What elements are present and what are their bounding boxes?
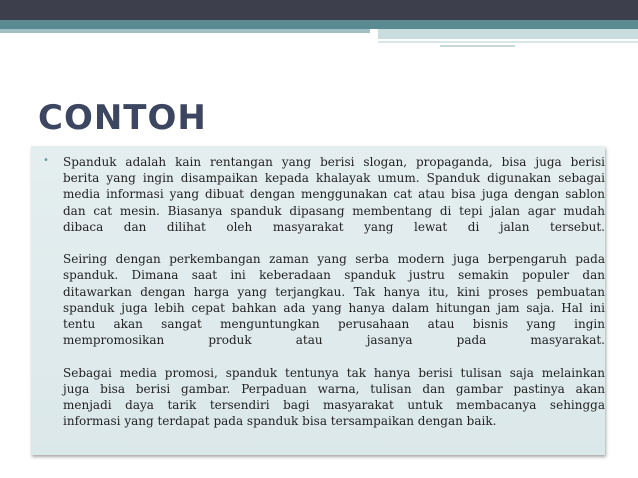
paragraph-2 [63, 251, 605, 348]
content-box [31, 146, 605, 455]
header-stripe-short [440, 45, 515, 47]
header-band-teal [0, 20, 638, 29]
header-band-light-left [0, 29, 370, 33]
text-line: ditawarkan dengan harga yang terjangkau. Tak hanya itu, kini proses pembuatan [63, 284, 605, 299]
text-line: Sebagai media promosi, spanduk tentunya tak hanya berisi tulisan saja melainkan [63, 365, 605, 380]
header-band-dark [0, 0, 638, 20]
text-line: dibaca dan dilihat oleh masyarakat yang lewat di jalan tersebut. [63, 219, 605, 234]
text-line: Seiring dengan perkembangan zaman yang serba modern juga berpengaruh pada [63, 252, 605, 267]
text-line: berita yang ingin disampaikan kepada khalayak umum. Spanduk digunakan sebagai [63, 171, 605, 186]
paragraph-1 [63, 154, 605, 235]
header-stripe [378, 41, 638, 43]
text-line: spanduk juga lebih cepat bahkan ada yang hanya dalam hitungan jam saja. Hal ini [63, 300, 605, 315]
text-line: media informasi yang dibuat dengan menggunakan cat atau bisa juga dengan sablon [63, 187, 605, 202]
text-line: dan cat mesin. Biasanya spanduk dipasang membentang di tepi jalan agar mudah [63, 203, 605, 218]
text-line: menjadi daya tarik tersendiri bagi masyarakat untuk membacanya sehingga [63, 398, 605, 413]
bullet-icon: • [43, 155, 49, 166]
text-line: Spanduk adalah kain rentangan yang berisi slogan, propaganda, bisa juga berisi [63, 155, 605, 169]
bullet-text [63, 154, 605, 429]
text-line: juga bisa berisi gambar. Perpaduan warna, tulisan dan gambar pastinya akan [63, 381, 605, 396]
slide-title: CONTOH [38, 98, 207, 138]
header-band-light-right [378, 29, 638, 39]
text-line: spanduk. Dimana saat ini keberadaan spanduk justru semakin populer dan [63, 268, 605, 283]
paragraph-3 [63, 365, 605, 430]
text-line: informasi yang terdapat pada spanduk bisa tersampaikan dengan baik. [63, 414, 497, 429]
text-line: mempromosikan produk atau jasanya pada masyarakat. [63, 333, 605, 348]
text-line: tentu akan sangat menguntungkan perusahaan atau bisnis yang ingin [63, 317, 605, 332]
